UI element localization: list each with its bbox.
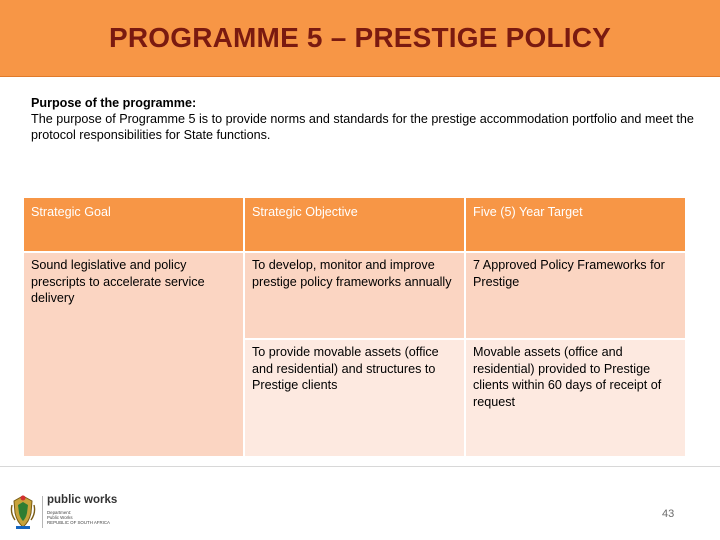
logo-wordmark: public works	[47, 494, 118, 506]
purpose-block	[31, 95, 701, 143]
logo-divider	[42, 496, 43, 528]
table-row	[23, 252, 686, 339]
objective-cell: To develop, monitor and improve prestige policy frameworks annually	[244, 252, 465, 339]
logo-subtitle: REPUBLIC OF SOUTH AFRICA	[47, 520, 110, 525]
purpose-heading: Purpose of the programme:	[31, 96, 197, 110]
coat-of-arms-icon	[8, 493, 38, 531]
strategic-goal-cell: Sound legislative and policy prescripts to accelerate service delivery	[23, 252, 244, 457]
title-band	[0, 0, 720, 77]
target-cell: Movable assets (office and residential) provided to Prestige clients within 60 days of receipt of request	[465, 339, 686, 457]
table-header-row	[23, 197, 686, 252]
objective-cell: To provide movable assets (office and residential) and structures to Prestige clients	[244, 339, 465, 457]
footer-divider	[0, 466, 720, 467]
header-strategic-objective: Strategic Objective	[244, 197, 465, 252]
target-cell: 7 Approved Policy Frameworks for Prestige	[465, 252, 686, 339]
slide-title: PROGRAMME 5 – PRESTIGE POLICY	[108, 22, 612, 53]
logo-subtitle: Department:	[47, 510, 72, 515]
header-strategic-goal: Strategic Goal	[23, 197, 244, 252]
page-number: 43	[662, 508, 675, 520]
public-works-logo	[5, 491, 123, 535]
purpose-text: The purpose of Programme 5 is to provide norms and standards for the prestige accommodation portfolio and meet the protocol responsibilities for State functions.	[31, 112, 694, 142]
strategic-table	[22, 196, 687, 458]
logo-subtitle: Public Works	[47, 515, 73, 520]
header-five-year-target: Five (5) Year Target	[465, 197, 686, 252]
